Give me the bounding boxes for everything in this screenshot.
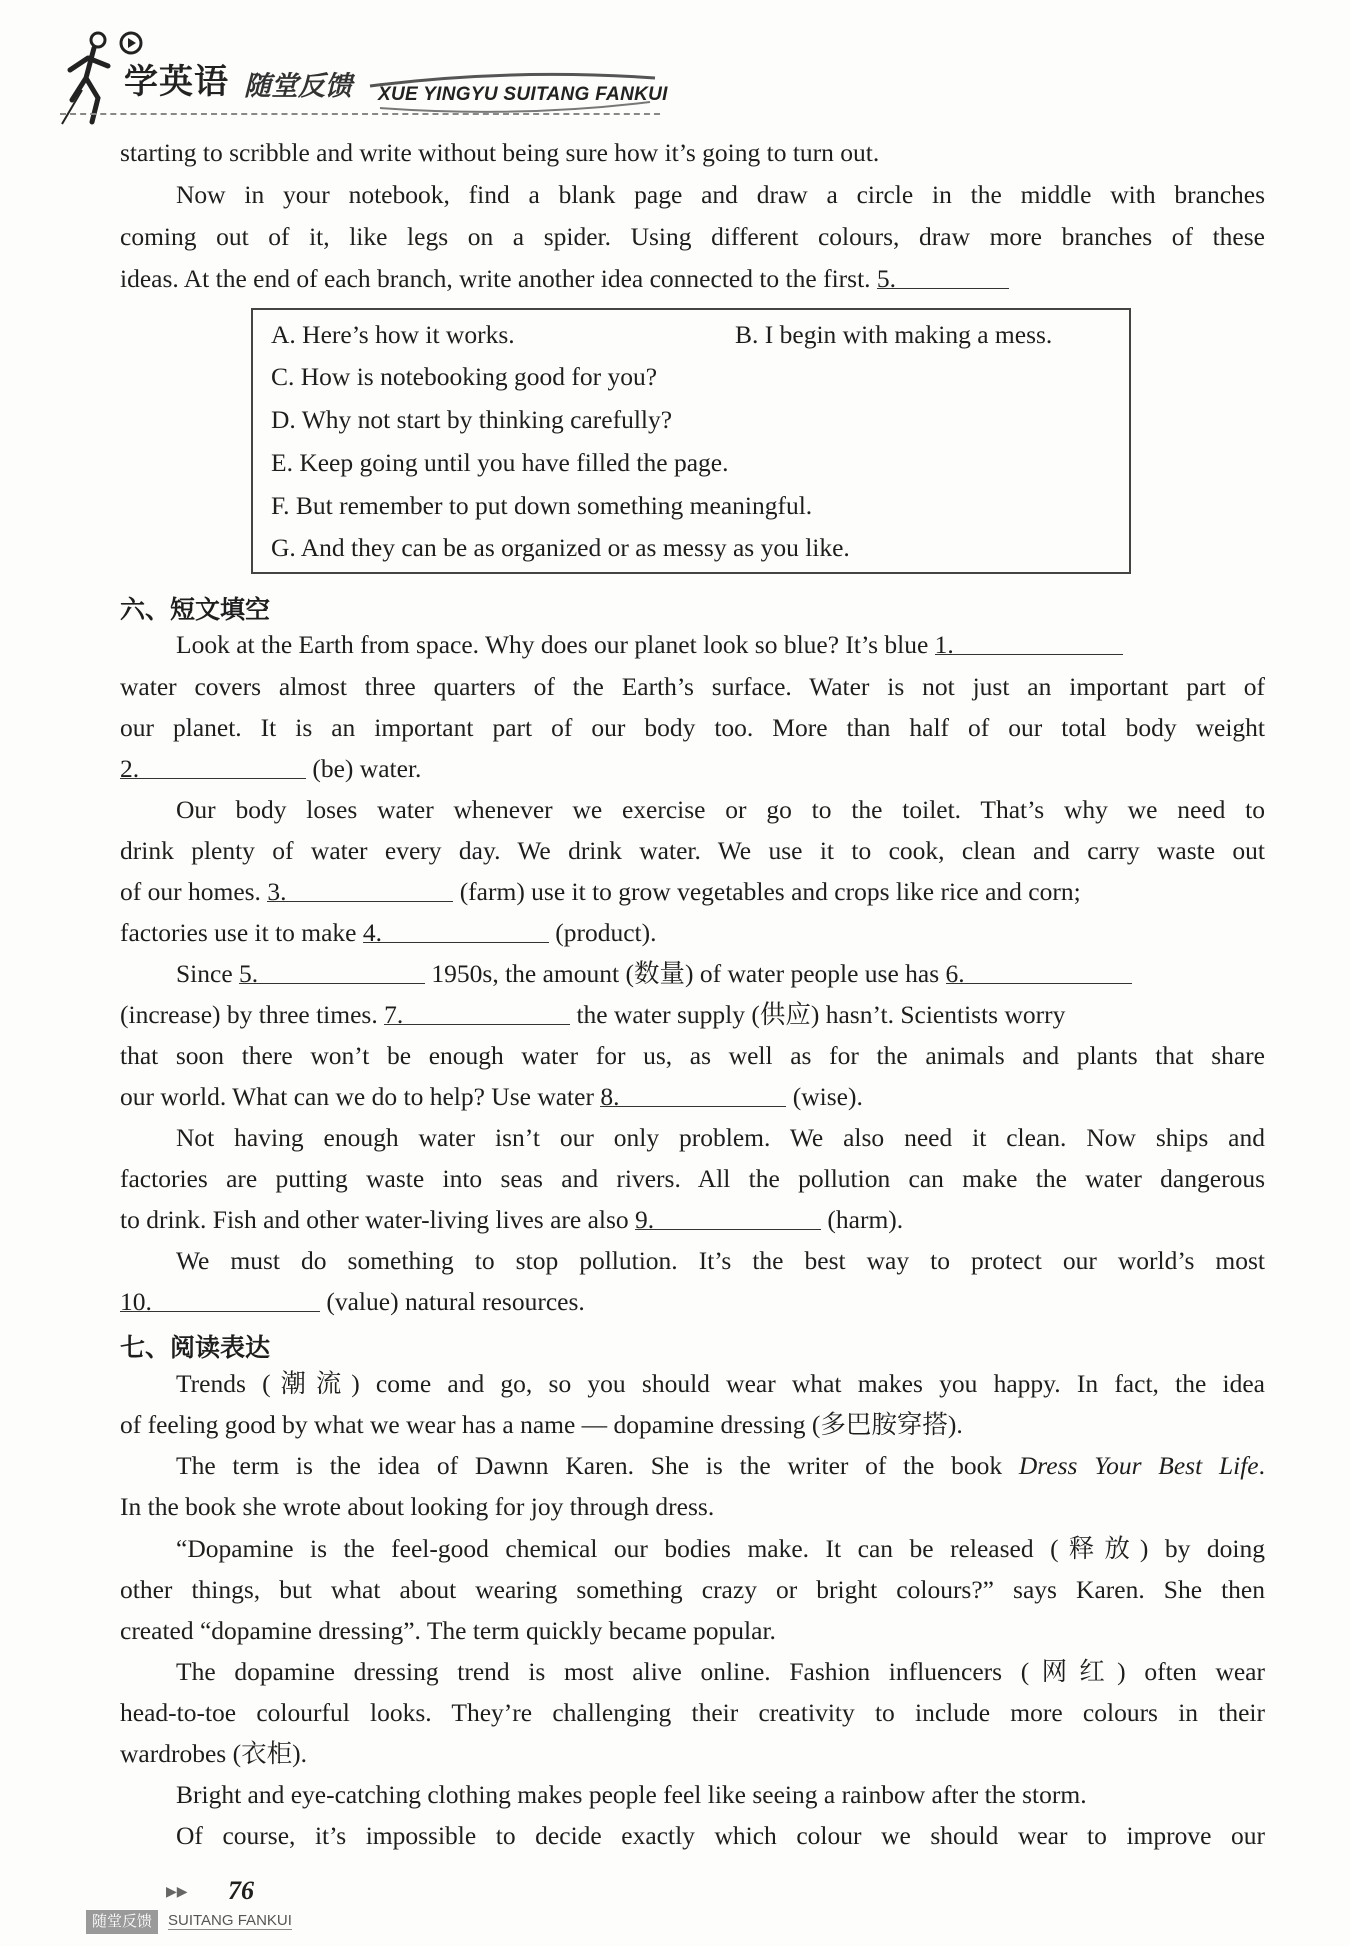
text-line: of feeling good by what we wear has a name — dopamine dressing (多巴胺穿搭).: [120, 1410, 963, 1439]
page-number: 76: [228, 1876, 254, 1905]
text-span: (increase) by three times.: [120, 1000, 378, 1029]
text-line: [120, 998, 1065, 1032]
text-span: The term is the idea of Dawnn Karen. She is the writer of the book: [176, 1451, 1003, 1480]
text-span: Look at the Earth from space. Why does our planet look so blue? It’s blue: [176, 630, 929, 659]
text-line: coming out of it, like legs on a spider. Using different colours, draw more branches of these: [120, 222, 1265, 251]
answer-blank-5[interactable]: [239, 957, 425, 988]
blank-number: 1.: [934, 630, 954, 659]
text-span: (value) natural resources.: [326, 1287, 585, 1316]
text-line: Trends (潮流) come and go, so you should wear what makes you happy. In fact, the idea: [176, 1369, 1265, 1398]
text-line: that soon there won’t be enough water for us, as well as for the animals and plants that share: [120, 1041, 1265, 1070]
text-line: Bright and eye-catching clothing makes people feel like seeing a rainbow after the storm.: [176, 1780, 1087, 1809]
option-f: F. But remember to put down something meaningful.: [271, 491, 813, 520]
answer-blank-10[interactable]: [120, 1285, 320, 1316]
option-a: A. Here’s how it works.: [271, 320, 515, 349]
text-span: factories use it to make: [120, 918, 357, 947]
blank-number: 5.: [876, 264, 897, 293]
text-span: (product).: [555, 918, 657, 947]
text-line: Our body loses water whenever we exercise or go to the toilet. That’s why we need to: [176, 795, 1265, 824]
blank-number: 9.: [635, 1205, 655, 1234]
blank-number: 3.: [267, 877, 287, 906]
text-span: (be) water.: [312, 754, 422, 783]
double-arrow-icon: ▶▶: [166, 1885, 188, 1900]
text-line: wardrobes (衣柜).: [120, 1739, 307, 1768]
footer-tag-cn: 随堂反馈: [86, 1910, 158, 1934]
footer-tag-en: SUITANG FANKUI: [168, 1912, 292, 1929]
text-line: [120, 1080, 863, 1114]
text-line: [120, 1285, 585, 1319]
text-line: [176, 957, 1132, 991]
text-span: 1950s, the amount (数量) of water people use has: [431, 959, 940, 988]
text-span: our world. What can we do to help? Use water: [120, 1082, 594, 1111]
answer-blank-8[interactable]: [600, 1080, 786, 1111]
page-header: [0, 0, 1350, 130]
text-line: [120, 875, 1081, 909]
answer-blank-3[interactable]: [267, 875, 453, 906]
text-line: The dopamine dressing trend is most alive online. Fashion influencers (网红) often wear: [176, 1657, 1265, 1686]
text-span: ideas. At the end of each branch, write another idea connected to the first.: [120, 264, 871, 293]
page-footer: [0, 1870, 1350, 1946]
play-icon: [118, 30, 144, 56]
book-title: Dress Your Best Life: [1018, 1451, 1259, 1480]
text-line: [176, 628, 1123, 662]
text-line: our planet. It is an important part of our body too. More than half of our total body weight: [120, 713, 1265, 742]
option-d: D. Why not start by thinking carefully?: [271, 405, 673, 434]
header-title-en: XUE YINGYU SUITANG FANKUI: [378, 84, 668, 105]
blank-number: 6.: [945, 959, 965, 988]
blank-number: 4.: [362, 918, 382, 947]
text-line: head-to-toe colourful looks. They’re challenging their creativity to include more colours in their: [120, 1698, 1265, 1727]
text-line: “Dopamine is the feel-good chemical our bodies make. It can be released (释放) by doing: [176, 1534, 1265, 1563]
blank-number: 7.: [384, 1000, 404, 1029]
option-c: C. How is notebooking good for you?: [271, 362, 658, 391]
text-line: [120, 752, 421, 786]
text-line: [120, 916, 657, 950]
option-g: G. And they can be as organized or as messy as you like.: [271, 533, 850, 562]
header-title-cn: 学英语: [124, 62, 229, 102]
answer-blank-9[interactable]: [635, 1203, 821, 1234]
answer-blank-6[interactable]: [945, 957, 1132, 988]
text-line: [120, 262, 1009, 296]
text-span: (farm) use it to grow vegetables and crops like rice and corn;: [459, 877, 1081, 906]
blank-number: 5.: [239, 959, 259, 988]
text-span: to drink. Fish and other water-living lives are also: [120, 1205, 629, 1234]
text-line: Not having enough water isn’t our only problem. We also need it clean. Now ships and: [176, 1123, 1265, 1152]
option-b: B. I begin with making a mess.: [735, 320, 1053, 349]
text-line: Of course, it’s impossible to decide exactly which colour we should wear to improve our: [176, 1821, 1265, 1850]
options-box: [251, 308, 1131, 574]
text-line: starting to scribble and write without being sure how it’s going to turn out.: [120, 138, 880, 167]
section-heading: 六、短文填空: [120, 595, 271, 624]
text-line: drink plenty of water every day. We drink water. We use it to cook, clean and carry waste out: [120, 836, 1265, 865]
text-span: of our homes.: [120, 877, 261, 906]
text-line: We must do something to stop pollution. It’s the best way to protect our world’s most: [176, 1246, 1265, 1275]
text-span: the water supply (供应) hasn’t. Scientists worry: [576, 1000, 1066, 1029]
header-title-cn2: 随堂反馈: [244, 71, 352, 102]
section-heading: 七、阅读表达: [120, 1333, 271, 1362]
answer-blank-7[interactable]: [384, 998, 570, 1029]
text-line: water covers almost three quarters of the Earth’s surface. Water is not just an important part of: [120, 672, 1265, 701]
blank-number: 2.: [120, 754, 140, 783]
text-span: (harm).: [827, 1205, 904, 1234]
text-line: created “dopamine dressing”. The term quickly became popular.: [120, 1616, 776, 1645]
answer-blank-1[interactable]: [934, 628, 1123, 659]
blank-number: 10.: [120, 1287, 152, 1316]
answer-blank-5[interactable]: [876, 262, 1009, 293]
text-line: other things, but what about wearing something crazy or bright colours?” says Karen. She then: [120, 1575, 1265, 1604]
header-rule: [60, 113, 660, 115]
blank-number: 8.: [600, 1082, 620, 1111]
text-line: [120, 1203, 903, 1237]
answer-blank-2[interactable]: [120, 752, 306, 783]
text-line: factories are putting waste into seas and rivers. All the pollution can make the water dangerous: [120, 1164, 1265, 1193]
text-line: Now in your notebook, find a blank page and draw a circle in the middle with branches: [176, 180, 1265, 209]
text-span: (wise).: [792, 1082, 863, 1111]
text-span: Since: [176, 959, 233, 988]
option-e: E. Keep going until you have filled the page.: [271, 448, 729, 477]
text-line: The term is the idea of Dawnn Karen. She is the writer of the book Dress Your Best Life.: [176, 1451, 1265, 1480]
text-line: In the book she wrote about looking for joy through dress.: [120, 1492, 715, 1521]
answer-blank-4[interactable]: [362, 916, 549, 947]
